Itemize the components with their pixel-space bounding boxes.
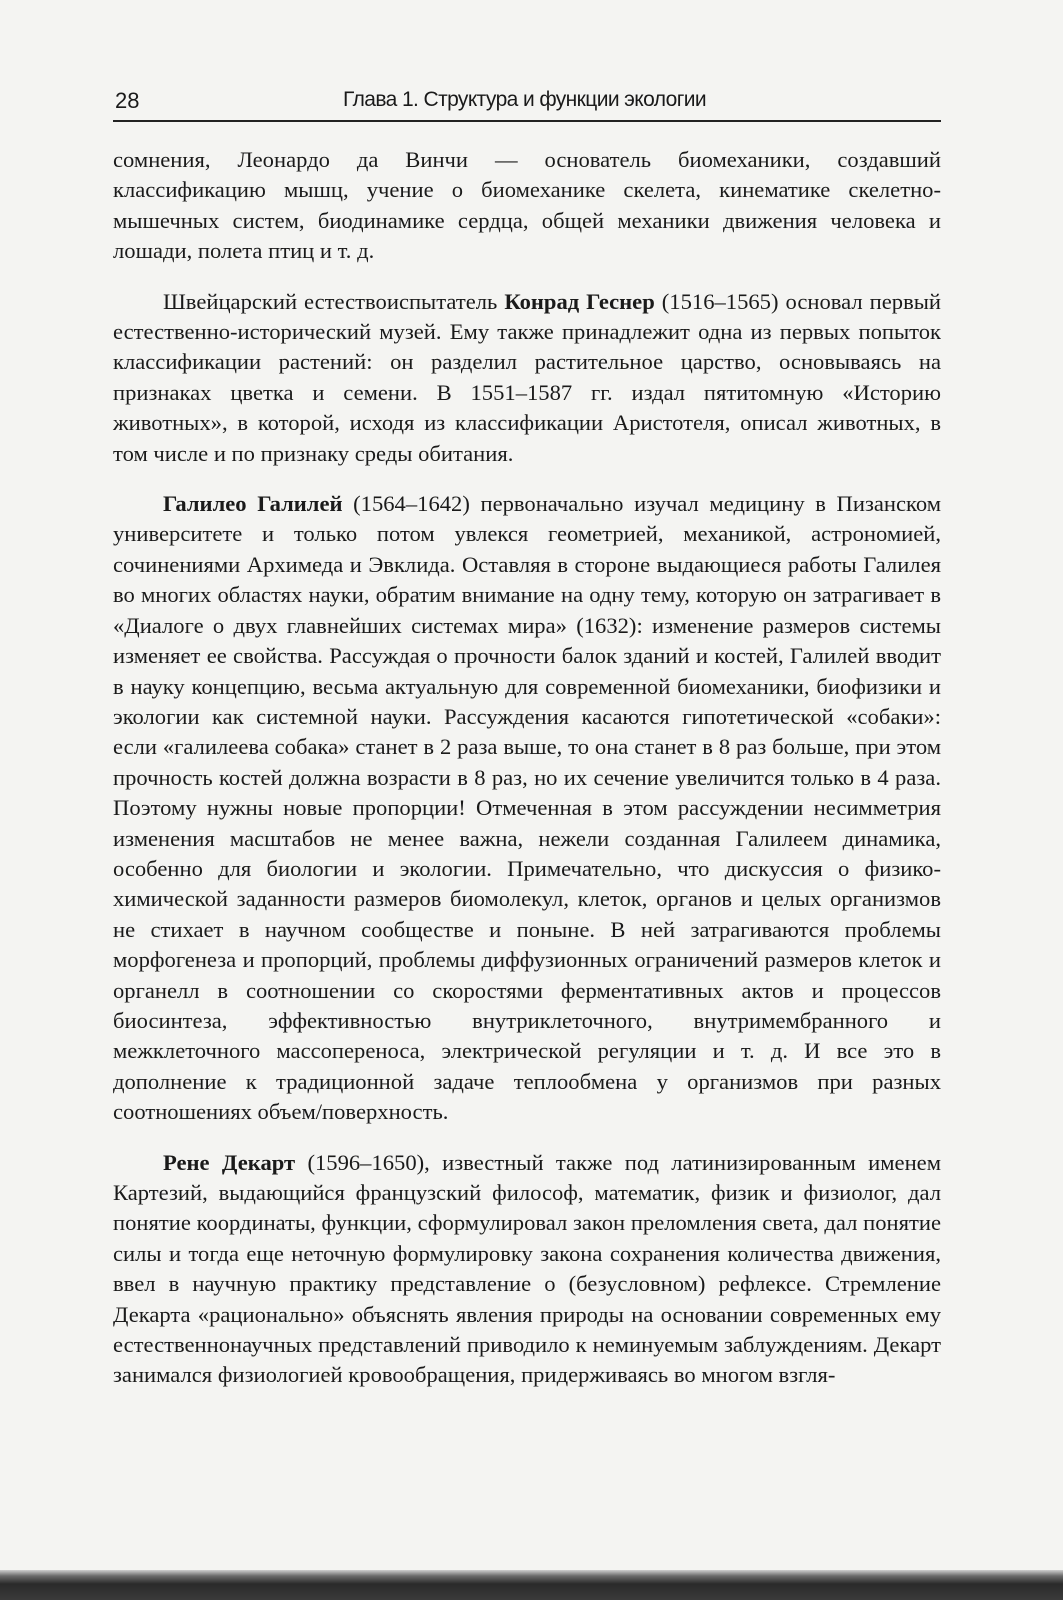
scan-edge-shadow — [0, 1570, 1063, 1600]
paragraph-text: (1564–1642) первоначально изучал медицину в Пизанском университете и только потом увлекся геометрией, механикой, астрономией, сочинениями Архимеда и Эвклида. Оставляя в стороне выдающиеся работы Галилея во многих областях науки, обратим внимание на одну тему, которую он затрагивает в «Диалоге о двух главнейших системах мира» (1632): изменение размеров системы изменяет ее свойства. Рассуждая о прочности балок зданий и костей, Галилей вводит в науку концепцию, весьма актуальную для современной биомеханики, биофизики и экологии как системной науки. Рассуждения касаются гипотетической «собаки»: если «галилеева собака» станет в 2 раза выше, то она станет в 8 раз больше, при этом прочность костей должна возрасти в 8 раз, но их сечение увеличится только в 4 раза. Поэтому нужны новые пропорции! Отмеченная в этом рассуждении несимметрия изменения масштабов не менее важна, нежели созданная Галилеем динамика, особенно для биологии и экологии. Примечательно, что дискуссия о физико-химической заданности размеров биомолекул, клеток, органов и целых организмов не стихает в научном сообществе и поныне. В ней затрагиваются проблемы морфогенеза и пропорций, проблемы диффузионных ограничений размеров клеток и органелл в соотношении со скоростями ферментативных актов и процессов биосинтеза, эффективностью внутриклеточного, внутримембранного и межклеточного массопереноса, электрической регуляции и т. д. И все это в дополнение к традиционной задаче теплообмена у организмов при разных соотношениях объем/поверхность. — [113, 491, 942, 1125]
body-text — [113, 145, 941, 1411]
paragraph-text: (1516–1565) основал первый естественно-исторический музей. Ему также принадлежит одна из первых попыток классификации растений: он разделил растительное царство, основываясь на признаках цветка и семени. В 1551–1587 гг. издал пятитомную «Историю животных», в которой, исходя из классификации Аристотеля, описал животных, в том числе и по признаку среды обитания. — [113, 288, 942, 466]
paragraph-text: (1596–1650), известный также под латинизированным именем Картезий, выдающийся французский философ, математик, физик и физиолог, дал понятие координаты, функции, сформулировал закон преломления света, дал понятие силы и тогда еще неточную формулировку закона сохранения количества движения, ввел в научную практику представление о (безусловном) рефлексе. Стремление Декарта «рационально» объяснять явления природы на основании современных ему естественнонаучных представлений приводило к неминуемым заблуждениям. Декарт занимался физиологией кровообращения, придерживаясь во многом взгля- — [113, 1149, 941, 1388]
paragraph-leonardo — [113, 145, 941, 267]
person-name: Рене Декарт — [163, 1149, 296, 1175]
running-head: Глава 1. Структура и функции экологии — [343, 88, 707, 111]
person-name: Галилео Галилей — [163, 491, 343, 517]
paragraph-text: сомнения, Леонардо да Винчи — основатель биомеханики, создавший классификацию мышц, учение о биомеханике скелета, кинематике скелетно-мышечных систем, биодинамике сердца, общей механики движения человека и лошади, полета птиц и т. д. — [113, 147, 941, 264]
paragraph-lead: Швейцарский естествоиспытатель — [163, 288, 505, 314]
person-name: Конрад Геснер — [504, 288, 655, 314]
page-header — [113, 84, 941, 122]
paragraph-galileo — [113, 489, 941, 1128]
paragraph-gesner — [113, 287, 941, 469]
paragraph-descartes — [113, 1148, 941, 1391]
page-number: 28 — [115, 88, 140, 113]
